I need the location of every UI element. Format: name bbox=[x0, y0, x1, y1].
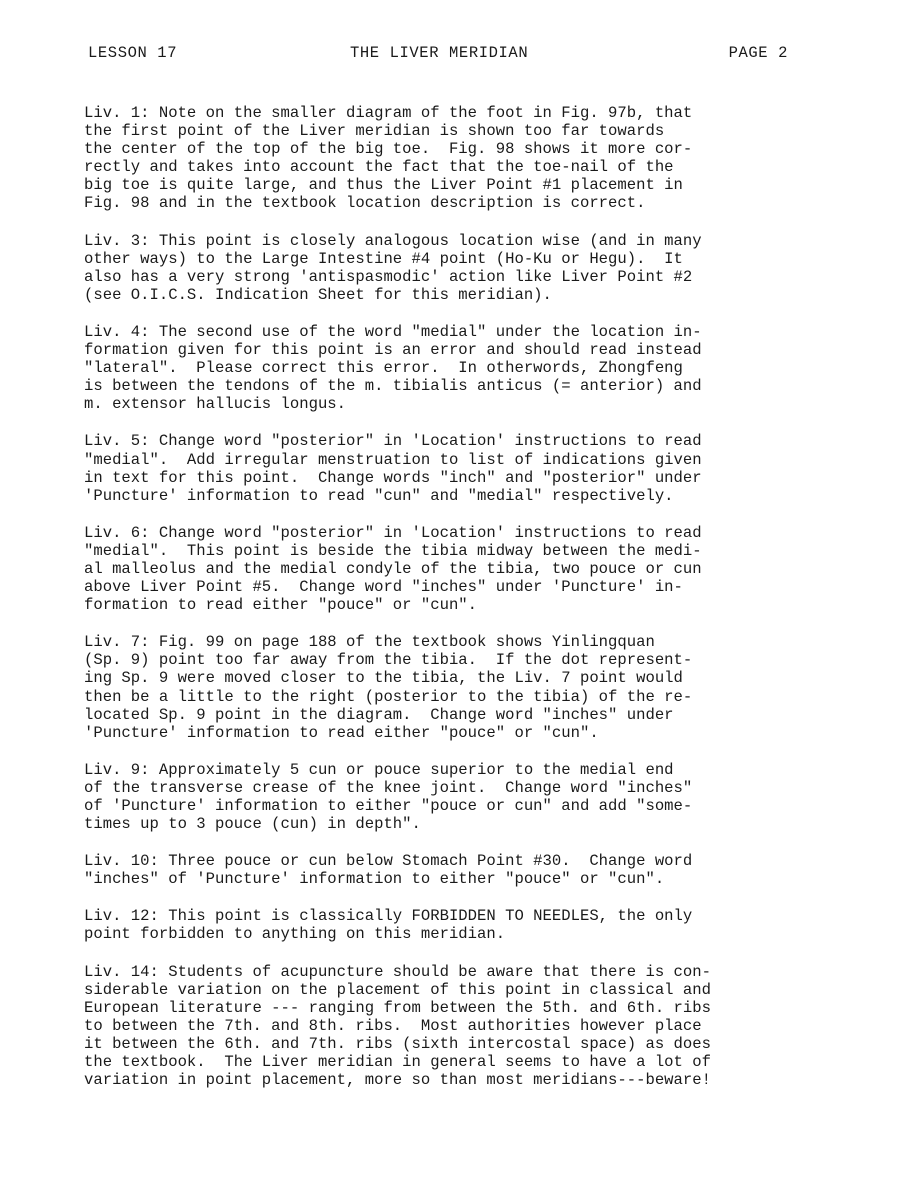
text-line: times up to 3 pouce (cun) in depth". bbox=[84, 815, 421, 834]
text-line: big toe is quite large, and thus the Liver Point #1 placement in bbox=[84, 176, 683, 195]
text-line: Liv. 6: Change word "posterior" in 'Location' instructions to read bbox=[84, 523, 702, 542]
paragraph bbox=[84, 104, 824, 213]
text-line: formation given for this point is an error and should read instead bbox=[84, 341, 702, 360]
text-line: Fig. 98 and in the textbook location description is correct. bbox=[84, 194, 646, 213]
page-number: PAGE 2 bbox=[728, 44, 788, 62]
text-line: Liv. 14: Students of acupuncture should be aware that there is con- bbox=[84, 962, 711, 981]
paragraph bbox=[84, 323, 824, 413]
text-line: 'Puncture' information to read either "pouce" or "cun". bbox=[84, 723, 599, 742]
text-line: Liv. 9: Approximately 5 cun or pouce superior to the medial end bbox=[84, 760, 674, 779]
text-line: in text for this point. Change words "inch" and "posterior" under bbox=[84, 468, 702, 487]
text-line: Liv. 5: Change word "posterior" in 'Location' instructions to read bbox=[84, 432, 702, 451]
text-line: Liv. 1: Note on the smaller diagram of the foot in Fig. 97b, that bbox=[84, 104, 693, 122]
paragraph bbox=[84, 761, 824, 833]
text-line: Liv. 3: This point is closely analogous location wise (and in many bbox=[84, 231, 702, 250]
text-line: of 'Puncture' information to either "pouce or cun" and add "some- bbox=[84, 797, 693, 815]
text-line: Liv. 10: Three pouce or cun below Stomach Point #30. Change word bbox=[84, 852, 693, 871]
page-title: THE LIVER MERIDIAN bbox=[350, 44, 529, 62]
paragraph bbox=[84, 524, 824, 614]
text-line: "inches" of 'Puncture' information to either "pouce" or "cun". bbox=[84, 870, 665, 889]
paragraph bbox=[84, 633, 824, 742]
text-line: Liv. 4: The second use of the word "medial" under the location in- bbox=[84, 322, 702, 341]
text-line: Liv. 12: This point is classically FORBIDDEN TO NEEDLES, the only bbox=[84, 907, 693, 926]
text-line: rectly and takes into account the fact that the toe-nail of the bbox=[84, 158, 674, 177]
text-line: the textbook. The Liver meridian in general seems to have a lot of bbox=[84, 1053, 711, 1072]
text-line: to between the 7th. and 8th. ribs. Most authorities however place bbox=[84, 1016, 702, 1035]
text-line: Liv. 7: Fig. 99 on page 188 of the textbook shows Yinlingquan bbox=[84, 633, 655, 652]
text-line: ing Sp. 9 were moved closer to the tibia, the Liv. 7 point would bbox=[84, 669, 683, 688]
text-line: of the transverse crease of the knee joint. Change word "inches" bbox=[84, 778, 693, 797]
text-line: above Liver Point #5. Change word "inches" under 'Puncture' in- bbox=[84, 578, 683, 597]
text-line: "medial". Add irregular menstruation to list of indications given bbox=[84, 450, 702, 469]
text-line: "medial". This point is beside the tibia midway between the medi- bbox=[84, 541, 702, 560]
text-line: other ways) to the Large Intestine #4 point (Ho-Ku or Hegu). It bbox=[84, 249, 683, 268]
text-line: the center of the top of the big toe. Fig. 98 shows it more cor- bbox=[84, 140, 693, 159]
text-line: formation to read either "pouce" or "cun". bbox=[84, 596, 478, 615]
document-body bbox=[84, 104, 824, 1108]
text-line: al malleolus and the medial condyle of the tibia, two pouce or cun bbox=[84, 559, 702, 578]
text-line: it between the 6th. and 7th. ribs (sixth intercostal space) as does bbox=[84, 1034, 711, 1053]
text-line: point forbidden to anything on this meridian. bbox=[84, 925, 506, 944]
paragraph bbox=[84, 232, 824, 304]
paragraph bbox=[84, 907, 824, 943]
text-line: variation in point placement, more so than most meridians---beware! bbox=[84, 1071, 711, 1090]
text-line: m. extensor hallucis longus. bbox=[84, 395, 347, 414]
text-line: located Sp. 9 point in the diagram. Change word "inches" under bbox=[84, 705, 674, 724]
text-line: siderable variation on the placement of this point in classical and bbox=[84, 980, 711, 999]
text-line: "lateral". Please correct this error. In otherwords, Zhongfeng bbox=[84, 359, 683, 378]
text-line: (see O.I.C.S. Indication Sheet for this meridian). bbox=[84, 285, 552, 304]
paragraph bbox=[84, 432, 824, 504]
paragraph bbox=[84, 852, 824, 888]
text-line: the first point of the Liver meridian is shown too far towards bbox=[84, 122, 665, 141]
paragraph bbox=[84, 963, 824, 1090]
text-line: 'Puncture' information to read "cun" and "medial" respectively. bbox=[84, 486, 674, 505]
text-line: is between the tendons of the m. tibialis anticus (= anterior) and bbox=[84, 377, 702, 396]
lesson-label: LESSON 17 bbox=[88, 44, 178, 62]
text-line: European literature --- ranging from between the 5th. and 6th. ribs bbox=[84, 998, 711, 1017]
page-header bbox=[88, 44, 788, 74]
text-line: (Sp. 9) point too far away from the tibia. If the dot represent- bbox=[84, 651, 693, 670]
text-line: also has a very strong 'antispasmodic' action like Liver Point #2 bbox=[84, 267, 693, 286]
text-line: then be a little to the right (posterior to the tibia) of the re- bbox=[84, 687, 693, 706]
